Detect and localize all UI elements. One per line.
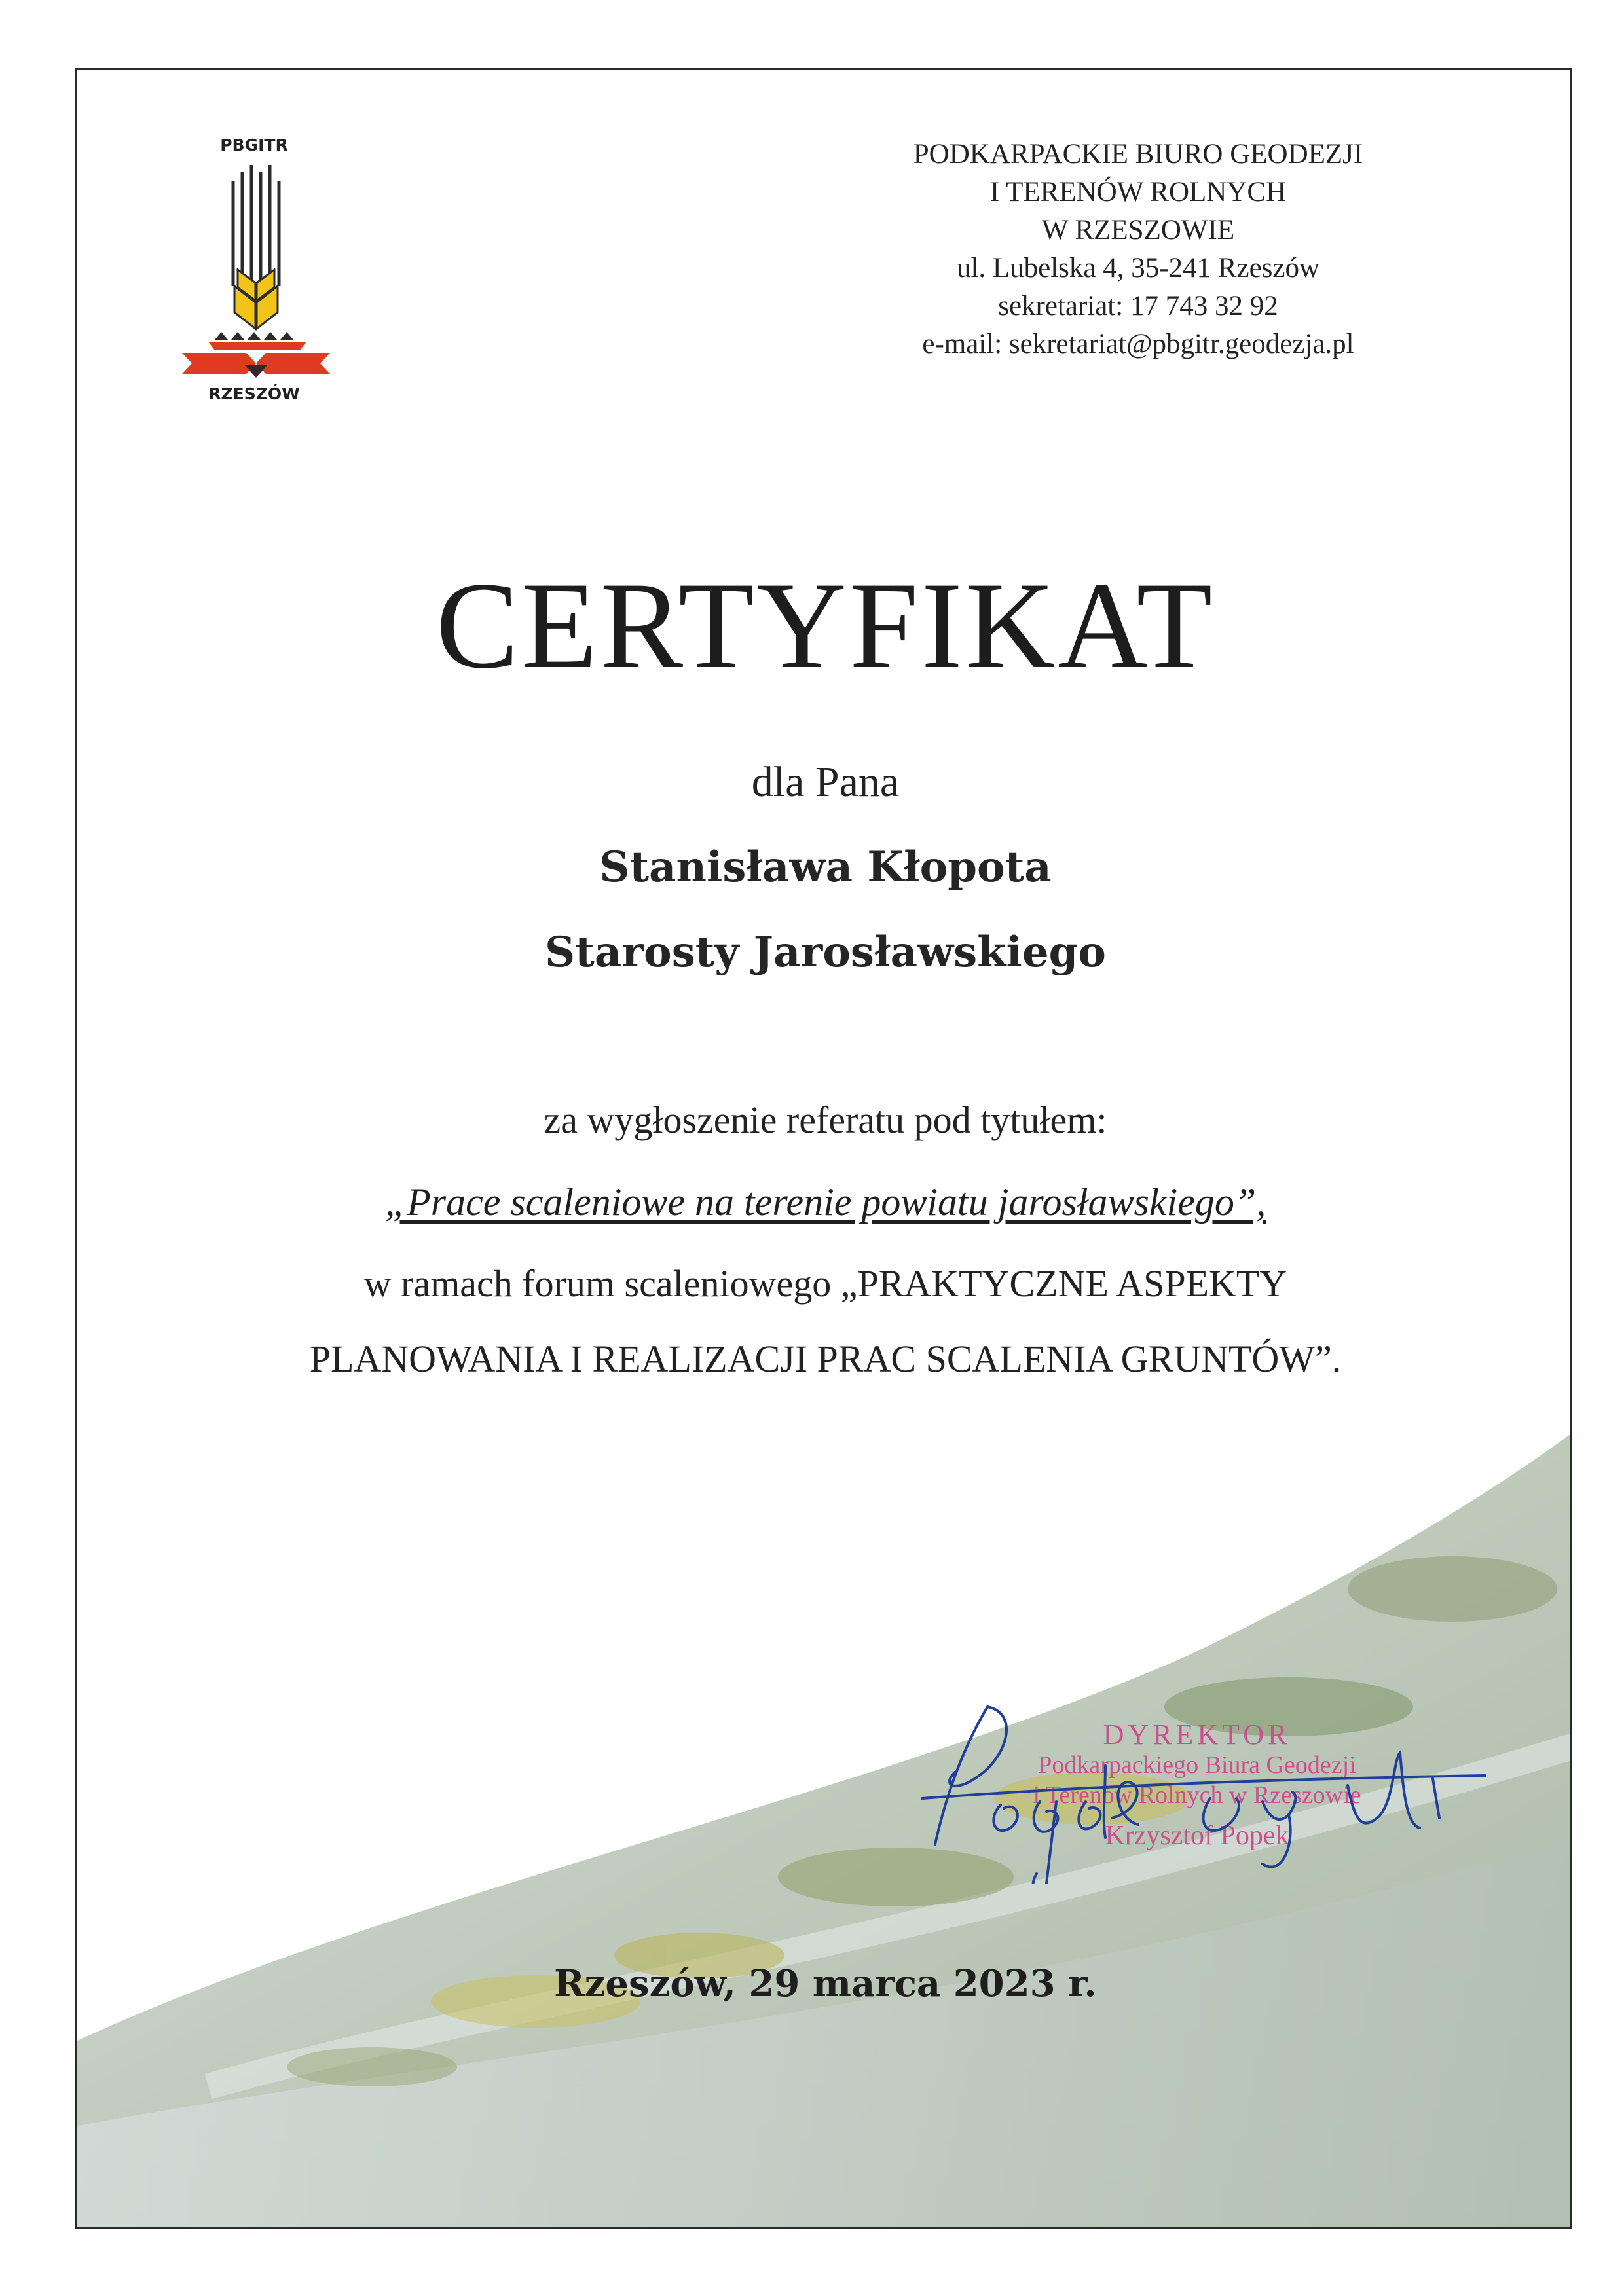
recipient-intro: dla Pana bbox=[751, 758, 900, 806]
logo-top-text: PBGITR bbox=[220, 136, 288, 155]
forum-line-2: PLANOWANIA I REALIZACJI PRAC SCALENIA GRUNTÓW”. bbox=[309, 1338, 1342, 1380]
lead-text: za wygłoszenie referatu pod tytułem: bbox=[544, 1099, 1107, 1141]
recipient-role: Starosty Jarosławskiego bbox=[545, 928, 1106, 977]
wheat-emblem-icon bbox=[175, 155, 333, 384]
stamp-line: Podkarpackiego Biura Geodezji bbox=[1038, 1751, 1356, 1779]
stamp-signatory: Krzysztof Popek bbox=[1105, 1821, 1289, 1851]
issue-date: Rzeszów, 29 marca 2023 r. bbox=[554, 1962, 1097, 2005]
stamp-title: DYREKTOR bbox=[1103, 1719, 1291, 1751]
forum-line-1: w ramach forum scaleniowego „PRAKTYCZNE ASPEKTY bbox=[363, 1262, 1287, 1305]
address-line: ul. Lubelska 4, 35-241 Rzeszów bbox=[956, 253, 1320, 283]
address-line: I TERENÓW ROLNYCH bbox=[989, 177, 1287, 208]
handwritten-signature bbox=[896, 1687, 1518, 1884]
stamp-line: i Terenów Rolnych w Rzeszowie bbox=[1033, 1781, 1361, 1809]
address-line: W RZESZOWIE bbox=[1041, 215, 1235, 246]
recipient-name: Stanisława Kłopota bbox=[599, 843, 1052, 892]
certificate-title: CERTYFIKAT bbox=[435, 557, 1215, 695]
certificate-frame bbox=[75, 68, 1572, 2229]
institution-address bbox=[837, 136, 1439, 363]
pbgitr-logo bbox=[175, 136, 346, 410]
logo-bottom-text: RZESZÓW bbox=[208, 384, 300, 403]
address-line: sekretariat: 17 743 32 92 bbox=[998, 291, 1278, 321]
address-line: e-mail: sekretariat@pbgitr.geodezja.pl bbox=[922, 329, 1354, 359]
address-line: PODKARPACKIE BIURO GEODEZJI bbox=[913, 139, 1363, 170]
presentation-topic: „Prace scaleniowe na terenie powiatu jarosławskiego”, bbox=[384, 1180, 1266, 1224]
